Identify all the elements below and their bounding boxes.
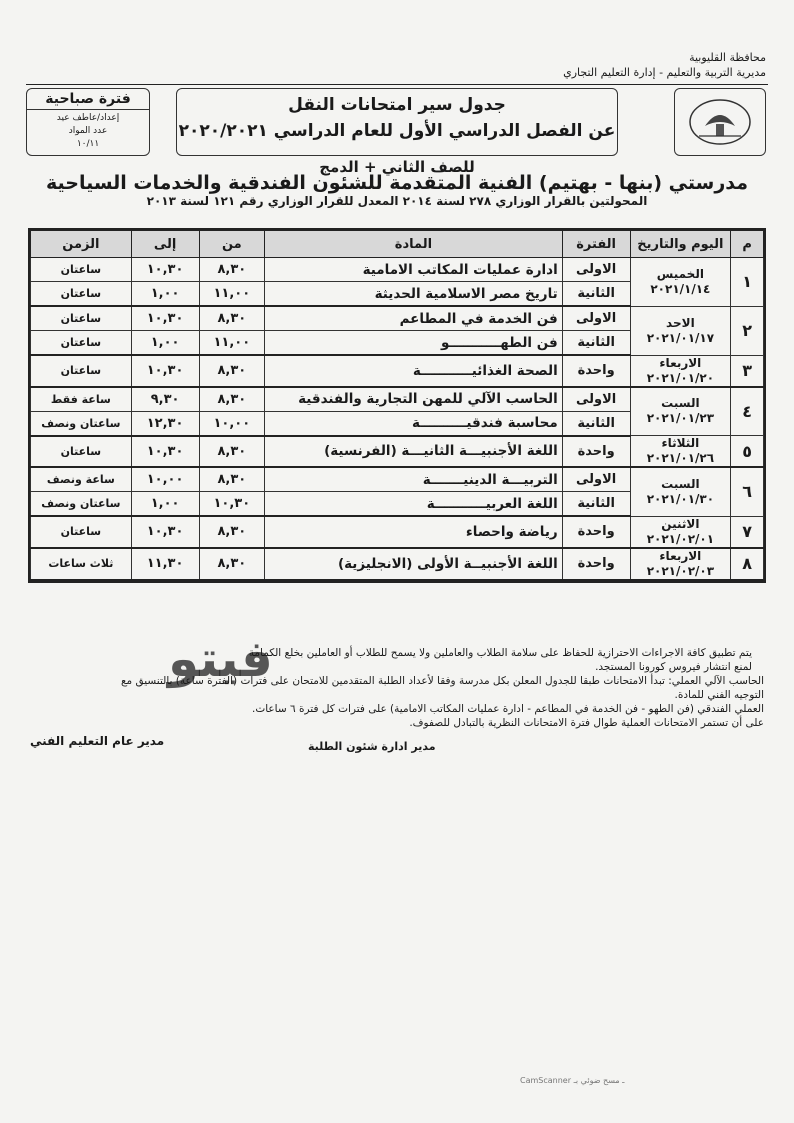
table-row xyxy=(31,516,764,548)
period-cell: واحدة xyxy=(562,548,630,580)
row-index: ١ xyxy=(731,258,764,307)
from-time-cell: ٨,٣٠ xyxy=(199,436,265,468)
from-time-cell: ٨,٣٠ xyxy=(199,516,265,548)
eagle-emblem-icon xyxy=(685,96,755,148)
to-time-cell: ١٠,٣٠ xyxy=(131,306,199,331)
duration-cell: ساعة ونصف xyxy=(31,467,132,492)
duration-cell: ثلاث ساعات xyxy=(31,548,132,580)
to-time-cell: ١,٠٠ xyxy=(131,282,199,307)
subject-cell: تاريخ مصر الاسلامية الحديثة xyxy=(265,282,563,307)
duration-cell: ساعتان ونصف xyxy=(31,492,132,517)
day-date-cell xyxy=(630,548,731,580)
ministry-emblem-box xyxy=(674,88,766,156)
day-date-cell xyxy=(630,467,731,516)
header-divider xyxy=(26,84,768,85)
from-time-cell: ٨,٣٠ xyxy=(199,306,265,331)
subjects-count-label: عدد المواد xyxy=(68,126,108,136)
subject-cell: التربيـــة الدينيـــــــة xyxy=(265,467,563,492)
subject-cell: ادارة عمليات المكاتب الامامية xyxy=(265,258,563,282)
from-time-cell: ١١,٠٠ xyxy=(199,331,265,356)
exam-date: ٢٠٢١/٠١/٢٠ xyxy=(646,370,715,385)
duration-cell: ساعتان xyxy=(31,258,132,282)
subject-cell: اللغة العربيـــــــــــة xyxy=(265,492,563,517)
table-row xyxy=(31,355,764,387)
table-body xyxy=(31,258,764,580)
period-label: فترة صباحية xyxy=(27,91,149,110)
row-index: ٥ xyxy=(731,436,764,468)
duration-cell: ساعتان xyxy=(31,516,132,548)
title-line-2: عن الفصل الدراسي الأول للعام الدراسي ٢٠٢٠/٢٠٢١ xyxy=(178,121,616,141)
day-date-cell xyxy=(630,355,731,387)
to-time-cell: ١,٠٠ xyxy=(131,492,199,517)
to-time-cell: ١٠,٣٠ xyxy=(131,436,199,468)
note-line: التوجيه الفني للمادة. xyxy=(674,689,764,701)
prepared-by: إعداد/عاطف عيد xyxy=(56,113,120,123)
period-cell: الاولى xyxy=(562,387,630,412)
title-line-1: جدول سير امتحانات النقل xyxy=(288,95,506,115)
period-cell: الثانية xyxy=(562,331,630,356)
period-cell: الثانية xyxy=(562,411,630,436)
col-header-subject: المادة xyxy=(265,231,563,258)
duration-cell: ساعتان xyxy=(31,282,132,307)
col-header-index: م xyxy=(731,231,764,258)
exam-date: ٢٠٢١/٠١/٢٣ xyxy=(646,411,715,426)
governorate: محافظة القليوبية xyxy=(689,51,766,64)
subject-cell: الصحة الغذائيـــــــــــة xyxy=(265,355,563,387)
period-cell: واحدة xyxy=(562,355,630,387)
from-time-cell: ١١,٠٠ xyxy=(199,282,265,307)
subject-cell: فن الطهـــــــــــو xyxy=(265,331,563,356)
table-row xyxy=(31,306,764,331)
duration-cell: ساعتان xyxy=(31,331,132,356)
period-cell: الثانية xyxy=(562,282,630,307)
note-line: الحاسب الآلي العملي: تبدأ الامتحانات طبقا للجدول المعلن بكل مدرسة وفقا لأعداد الطلبة المتقدمين للامتحان على فترات (الفترة ساعة) بالتنسيق مع xyxy=(120,675,764,687)
subject-cell: الحاسب الآلي للمهن التجارية والفندقية xyxy=(265,387,563,412)
exam-date: ٢٠٢١/٠١/١٧ xyxy=(646,330,715,345)
day-name: الاحد xyxy=(666,315,695,330)
row-index: ٣ xyxy=(731,355,764,387)
period-cell: واحدة xyxy=(562,436,630,468)
duration-cell: ساعتان xyxy=(31,436,132,468)
exam-date: ٢٠٢١/١/١٤ xyxy=(650,281,711,296)
day-name: السبت xyxy=(661,476,700,491)
day-name: الاثنين xyxy=(661,516,700,531)
col-header-day-date: اليوم والتاريخ xyxy=(630,231,731,258)
day-date-cell xyxy=(630,258,731,307)
col-header-period: الفترة xyxy=(562,231,630,258)
note-line: لمنع انتشار فيروس كورونا المستجد. xyxy=(595,661,752,673)
day-date-cell xyxy=(630,306,731,355)
table-header-row xyxy=(31,231,764,258)
period-cell: الاولى xyxy=(562,467,630,492)
table-row xyxy=(31,548,764,580)
note-line: يتم تطبيق كافة الاجراءات الاحترازية للحفاظ على سلامة الطلاب والعاملين ولا يسمح للطلاب أو العاملين بخلع الكمامة xyxy=(248,647,752,659)
directorate: مديرية التربية والتعليم - إدارة التعليم التجاري xyxy=(563,66,766,79)
subject-cell: اللغة الأجنبيــة الأولى (الانجليزية) xyxy=(265,548,563,580)
schools-line: مدرستي (بنها - بهتيم) الفنية المتقدمة للشئون الفندقية والخدمات السياحية xyxy=(45,172,749,194)
decree-line: المحولتين بالقرار الوزاري ٢٧٨ لسنة ٢٠١٤ المعدل للقرار الوزاري رقم ١٢١ لسنة ٢٠١٣ xyxy=(146,194,648,208)
subject-cell: رياضة واحصاء xyxy=(265,516,563,548)
day-name: الاربعاء xyxy=(659,355,702,370)
signature-right: مدير ادارة شئون الطلبة xyxy=(308,740,436,753)
grade-line: للصف الثاني + الدمج xyxy=(319,158,475,176)
day-name: الاربعاء xyxy=(659,548,702,563)
period-cell: الاولى xyxy=(562,306,630,331)
subject-cell: اللغة الأجنبيـــة الثانيـــة (الفرنسية) xyxy=(265,436,563,468)
duration-cell: ساعتان xyxy=(31,355,132,387)
duration-cell: ساعتان ونصف xyxy=(31,411,132,436)
table-row xyxy=(31,258,764,282)
from-time-cell: ١٠,٠٠ xyxy=(199,411,265,436)
note-line: العملي الفندقي (فن الطهو - فن الخدمة في المطاعم - ادارة عمليات المكاتب الامامية) على فترات كل فترة ٦ ساعات. xyxy=(251,703,764,715)
period-cell: واحدة xyxy=(562,516,630,548)
from-time-cell: ٨,٣٠ xyxy=(199,387,265,412)
issuing-authority xyxy=(563,50,766,80)
subject-cell: فن الخدمة في المطاعم xyxy=(265,306,563,331)
col-header-to: إلى xyxy=(131,231,199,258)
col-header-from: من xyxy=(199,231,265,258)
from-time-cell: ١٠,٣٠ xyxy=(199,492,265,517)
scanner-footer: CamScanner ـ مسح ضوئي بـ xyxy=(520,1076,625,1085)
subject-cell: محاسبة فندقيــــــــــة xyxy=(265,411,563,436)
duration-cell: ساعة فقط xyxy=(31,387,132,412)
period-cell: الاولى xyxy=(562,258,630,282)
to-time-cell: ١٠,٣٠ xyxy=(131,516,199,548)
notes-section xyxy=(34,646,764,730)
from-time-cell: ٨,٣٠ xyxy=(199,355,265,387)
exam-title-box xyxy=(176,88,618,156)
to-time-cell: ٩,٣٠ xyxy=(131,387,199,412)
row-index: ٧ xyxy=(731,516,764,548)
exam-date: ٢٠٢١/٠٢/٠٣ xyxy=(646,563,715,578)
period-box xyxy=(26,88,150,156)
site-watermark: فيتو xyxy=(168,630,273,688)
col-header-duration: الزمن xyxy=(31,231,132,258)
subjects-count: ١٠/١١ xyxy=(76,139,100,149)
to-time-cell: ١١,٣٠ xyxy=(131,548,199,580)
signature-left: مدير عام التعليم الفني xyxy=(30,734,165,748)
day-date-cell xyxy=(630,516,731,548)
day-date-cell xyxy=(630,436,731,468)
exam-schedule-table xyxy=(28,228,766,583)
to-time-cell: ١٢,٣٠ xyxy=(131,411,199,436)
day-name: السبت xyxy=(661,396,700,411)
note-line: على أن تستمر الامتحانات العملية طوال فترة الامتحانات النظرية بالتبادل للصفوف. xyxy=(409,717,764,729)
exam-date: ٢٠٢١/٠١/٣٠ xyxy=(646,491,715,506)
duration-cell: ساعتان xyxy=(31,306,132,331)
day-name: الثلاثاء xyxy=(661,436,700,450)
from-time-cell: ٨,٣٠ xyxy=(199,258,265,282)
exam-date: ٢٠٢١/٠٢/٠١ xyxy=(646,531,715,546)
period-cell: الثانية xyxy=(562,492,630,517)
to-time-cell: ١٠,٠٠ xyxy=(131,467,199,492)
row-index: ٦ xyxy=(731,467,764,516)
from-time-cell: ٨,٣٠ xyxy=(199,467,265,492)
row-index: ٤ xyxy=(731,387,764,436)
row-index: ٨ xyxy=(731,548,764,580)
row-index: ٢ xyxy=(731,306,764,355)
table-row xyxy=(31,387,764,412)
table-row xyxy=(31,467,764,492)
table-row xyxy=(31,436,764,468)
day-date-cell xyxy=(630,387,731,436)
exam-date: ٢٠٢١/٠١/٢٦ xyxy=(646,451,715,465)
to-time-cell: ١٠,٣٠ xyxy=(131,355,199,387)
day-name: الخميس xyxy=(656,266,704,281)
to-time-cell: ١٠,٣٠ xyxy=(131,258,199,282)
from-time-cell: ٨,٣٠ xyxy=(199,548,265,580)
to-time-cell: ١,٠٠ xyxy=(131,331,199,356)
